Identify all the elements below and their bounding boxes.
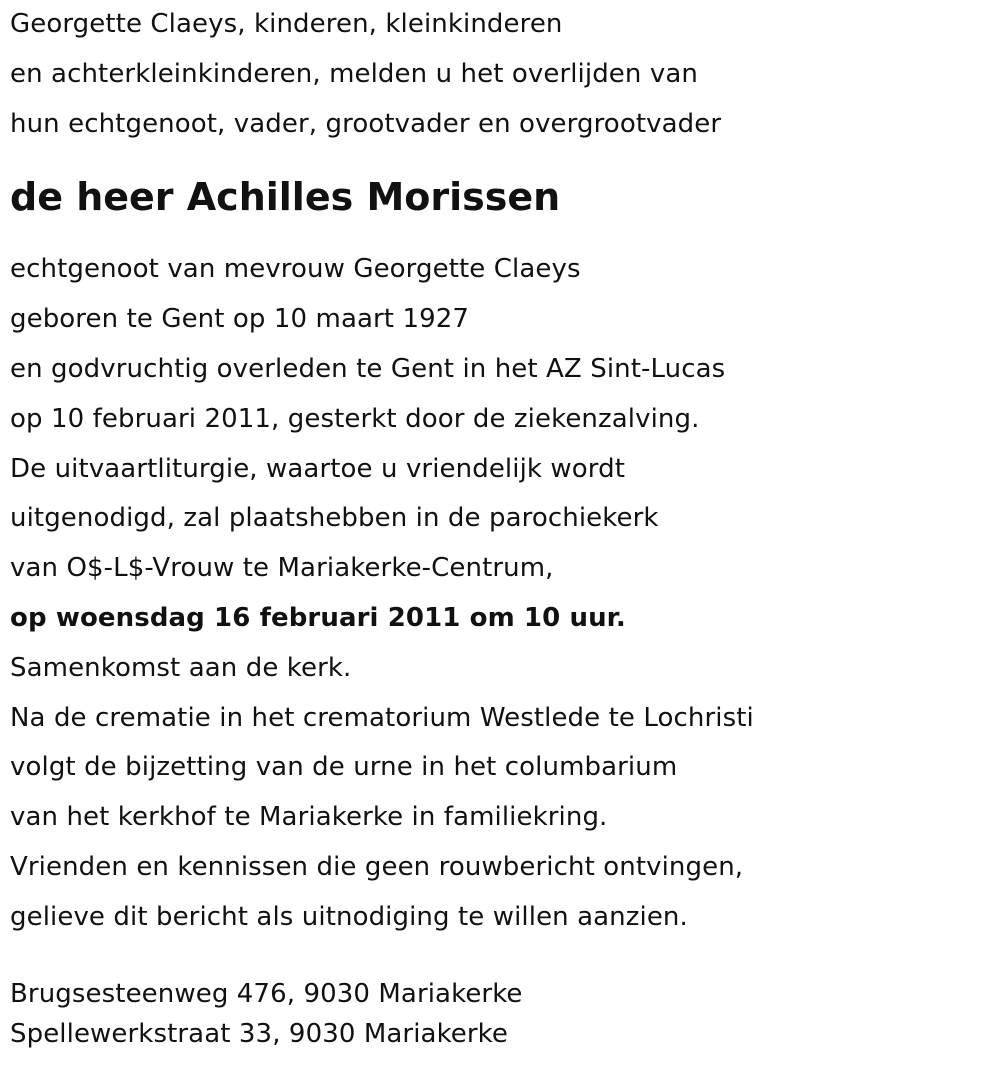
detail-line-invitation: Vrienden en kennissen die geen rouwbericht ontvingen, xyxy=(10,851,744,882)
detail-line-cemetery: van het kerkhof te Mariakerke in familiekring. xyxy=(10,802,608,833)
detail-line-urn: volgt de bijzetting van de urne in het columbarium xyxy=(10,752,678,783)
address-block xyxy=(10,974,990,1054)
detail-line-death-date: op 10 februari 2011, gesterkt door de ziekenzalving. xyxy=(10,403,700,434)
detail-line-gathering: Samenkomst aan de kerk. xyxy=(10,652,352,683)
intro-line: hun echtgenoot, vader, grootvader en overgrootvader xyxy=(10,108,722,139)
detail-line-service-date: op woensdag 16 februari 2011 om 10 uur. xyxy=(10,602,626,633)
address-line: Brugsesteenweg 476, 9030 Mariakerke xyxy=(10,978,523,1009)
detail-line-church: van O$-L$-Vrouw te Mariakerke-Centrum, xyxy=(10,553,554,584)
intro-line: en achterkleinkinderen, melden u het overlijden van xyxy=(10,58,698,89)
detail-line-birth: geboren te Gent op 10 maart 1927 xyxy=(10,304,470,335)
detail-line-death-place: en godvruchtig overleden te Gent in het AZ Sint-Lucas xyxy=(10,353,726,384)
deceased-name: de heer Achilles Morissen xyxy=(10,175,561,220)
detail-line-liturgy: De uitvaartliturgie, waartoe u vriendelijk wordt xyxy=(10,453,626,484)
address-line: Spellewerkstraat 33, 9030 Mariakerke xyxy=(10,1018,509,1049)
detail-line-liturgy: uitgenodigd, zal plaatshebben in de parochiekerk xyxy=(10,503,659,534)
intro-line: Georgette Claeys, kinderen, kleinkinderen xyxy=(10,9,563,39)
detail-line-spouse: echtgenoot van mevrouw Georgette Claeys xyxy=(10,254,581,285)
detail-line-cremation: Na de crematie in het crematorium Westlede te Lochristi xyxy=(10,702,754,733)
announcement-intro xyxy=(10,0,990,149)
obituary-notice xyxy=(10,0,990,1054)
obituary-details xyxy=(10,245,990,942)
detail-line-invitation: gelieve dit bericht als uitnodiging te willen aanzien. xyxy=(10,901,688,932)
